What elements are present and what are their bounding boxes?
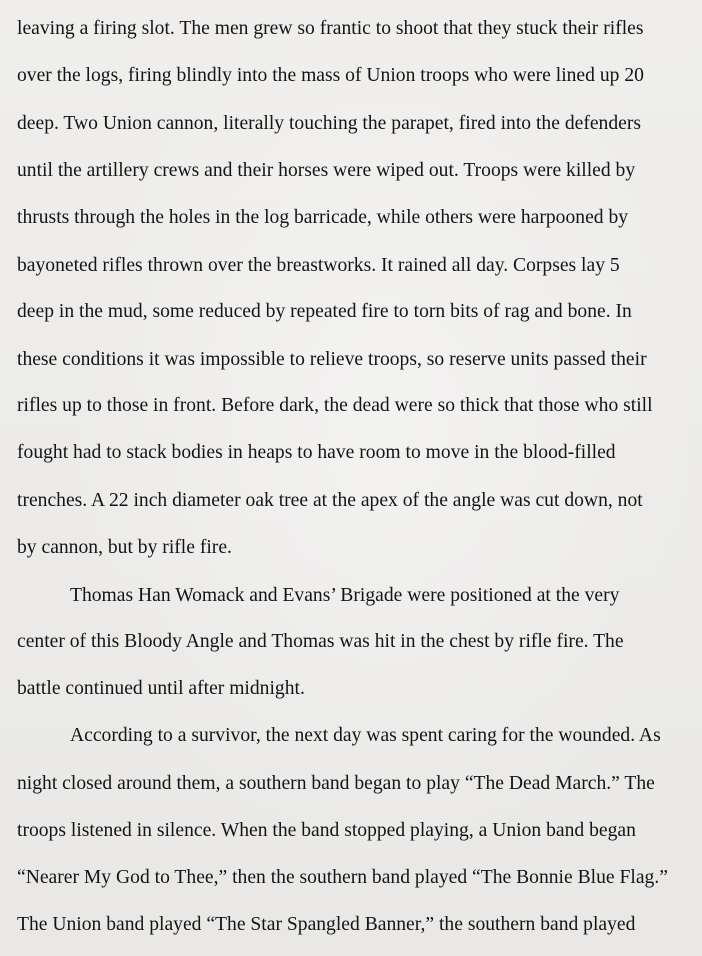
text-line: night closed around them, a southern band began to play “The Dead March.” The <box>17 773 655 794</box>
text-line: bayoneted rifles thrown over the breastworks. It rained all day. Corpses lay 5 <box>17 255 620 276</box>
text-line: battle continued until after midnight. <box>17 678 305 699</box>
text-line: over the logs, firing blindly into the mass of Union troops who were lined up 20 <box>17 65 644 86</box>
paragraph-start-line: Thomas Han Womack and Evans’ Brigade were positioned at the very <box>70 585 620 606</box>
text-line: deep in the mud, some reduced by repeated fire to torn bits of rag and bone. In <box>17 301 632 322</box>
text-line: The Union band played “The Star Spangled Banner,” the southern band played <box>17 914 636 935</box>
text-line: center of this Bloody Angle and Thomas was hit in the chest by rifle fire. The <box>17 631 624 652</box>
text-line: troops listened in silence. When the band stopped playing, a Union band began <box>17 820 636 841</box>
text-line: leaving a firing slot. The men grew so frantic to shoot that they stuck their rifles <box>17 18 644 39</box>
text-line: until the artillery crews and their horses were wiped out. Troops were killed by <box>17 160 636 181</box>
paragraph-start-line: According to a survivor, the next day was spent caring for the wounded. As <box>70 725 661 746</box>
text-line: deep. Two Union cannon, literally touching the parapet, fired into the defenders <box>17 113 641 134</box>
text-line: trenches. A 22 inch diameter oak tree at the apex of the angle was cut down, not <box>17 490 643 511</box>
text-line: rifles up to those in front. Before dark, the dead were so thick that those who still <box>17 395 653 416</box>
text-line: these conditions it was impossible to relieve troops, so reserve units passed their <box>17 349 647 370</box>
text-line: thrusts through the holes in the log barricade, while others were harpooned by <box>17 207 629 228</box>
text-line: by cannon, but by rifle fire. <box>17 537 232 558</box>
text-line: “Nearer My God to Thee,” then the southern band played “The Bonnie Blue Flag.” <box>17 867 668 888</box>
text-line: fought had to stack bodies in heaps to have room to move in the blood-filled <box>17 442 616 463</box>
